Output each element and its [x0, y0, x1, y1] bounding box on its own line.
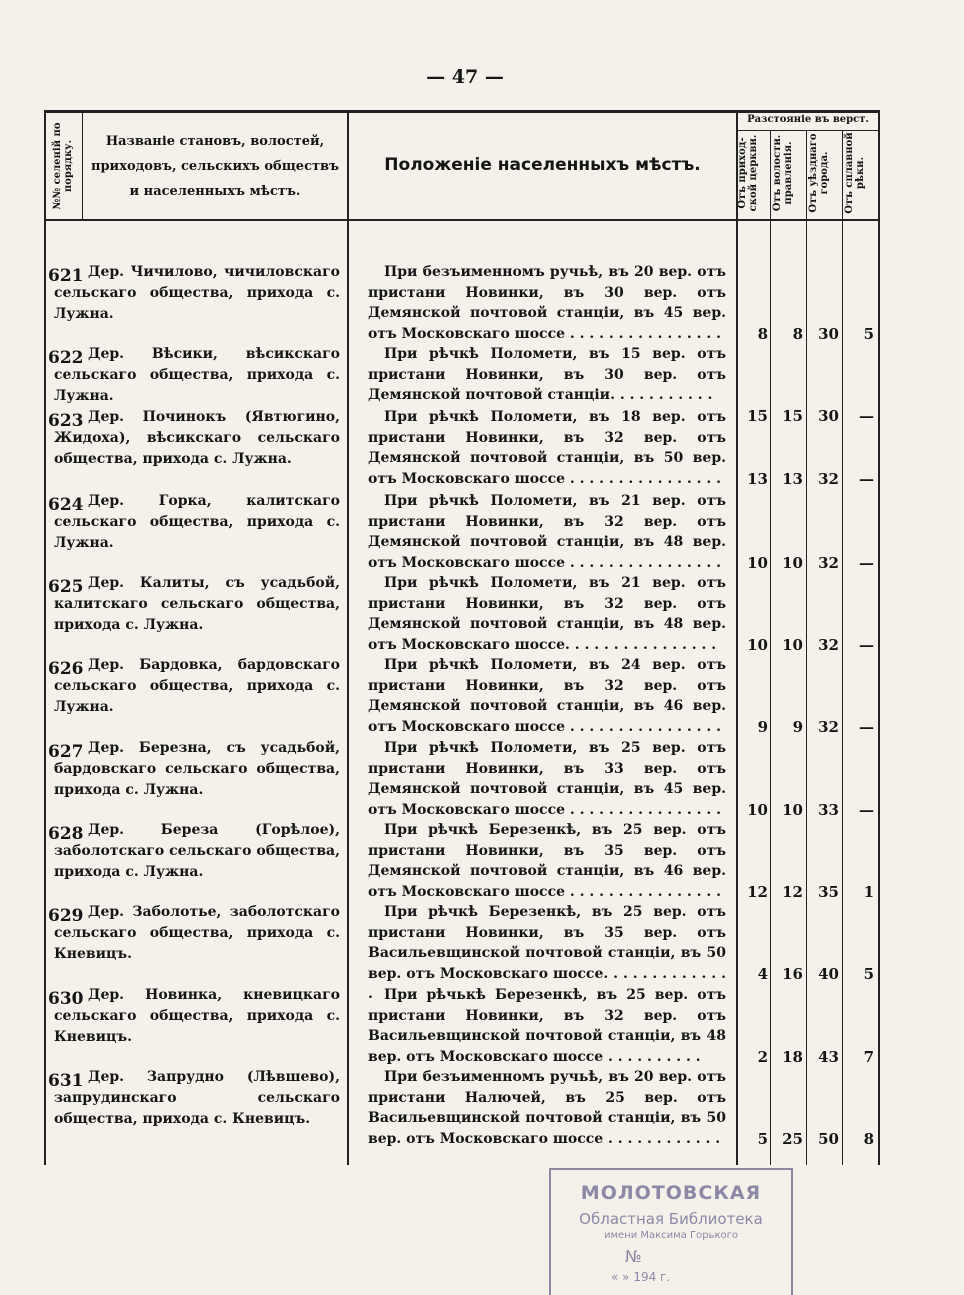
dist-church: 10 — [747, 554, 768, 572]
table-top-rule — [44, 110, 880, 113]
header-sub-church: Отъ приход- ской церкви. — [737, 134, 759, 212]
header-sub-town: Отъ уѣзднаго города. — [808, 133, 830, 213]
settlement-name: Дер. Береза (Горѣлое), заболотскаго сельскаго общества, прихода с. Лужна. — [54, 822, 340, 880]
settlement-name: Дер. Бардовка, бардовскаго сельскаго общества, прихода с. Лужна. — [54, 657, 340, 715]
settlement-name: Дер. Березна, съ усадьбой, бардовскаго сельскаго общества, прихода с. Лужна. — [54, 740, 340, 798]
settlement-name: Дер. Заболотье, заболотскаго сельскаго общества, прихода с. Кневицъ. — [54, 904, 340, 962]
stamp-line-5: « » 194 г. — [611, 1270, 671, 1284]
header-col-distance: Разстояніе въ верст. — [747, 114, 869, 125]
dist-river: — — [859, 407, 874, 425]
dist-volost: 10 — [782, 554, 803, 572]
settlement-name: Дер. Чичилово, чичиловскаго сельскаго общества, прихода с. Лужна. — [54, 264, 340, 322]
settlement-name: Дер. Горка, калитскаго сельскаго общества, прихода с. Лужна. — [54, 493, 340, 551]
dist-river: 5 — [863, 325, 874, 343]
dist-volost: 16 — [782, 965, 803, 983]
dist-town: 43 — [818, 1048, 839, 1066]
row-number: 623 — [48, 411, 84, 431]
dist-church: 4 — [757, 965, 768, 983]
library-stamp — [549, 1168, 793, 1295]
dist-church: 10 — [747, 636, 768, 654]
dist-town: 35 — [818, 883, 839, 901]
col-divider-d3 — [842, 130, 843, 1165]
dist-river: — — [859, 718, 874, 736]
col-divider-d2 — [806, 130, 807, 1165]
stamp-line-3: имени Максима Горького — [603, 1230, 739, 1241]
dist-town: 40 — [818, 965, 839, 983]
dist-volost: 10 — [782, 636, 803, 654]
header-col-name-line1: Названіе становъ, волостей, — [105, 134, 325, 149]
header-bottom-rule — [44, 219, 880, 221]
dist-river: — — [859, 801, 874, 819]
settlement-position: При рѣчкѣ Поломети, въ 24 вер. отъ пристани Новинки, въ 32 вер. отъ Демянской почтовой станціи, въ 46 вер. отъ Московскаго шоссе . . . . . . . . . . . . . . . . — [368, 657, 726, 735]
dist-town: 32 — [818, 718, 839, 736]
dist-volost: 12 — [782, 883, 803, 901]
row-number: 626 — [48, 659, 84, 679]
settlement-name: Дер. Новинка, кневицкаго сельскаго общества, прихода с. Кневицъ. — [54, 987, 340, 1045]
row-number: 630 — [48, 989, 84, 1009]
dist-town: 32 — [818, 554, 839, 572]
settlement-position: При рѣчькѣ Березенкѣ, въ 25 вер. отъ пристани Новинки, въ 32 вер. отъ Васильевщинской почтовой станціи, въ 48 вер. отъ Московскаго шоссе . . . . . . . . . . — [368, 987, 726, 1065]
settlement-position: При безъименномъ ручьѣ, въ 20 вер. отъ пристани Налючей, въ 25 вер. отъ Васильевщинской почтовой станціи, въ 50 вер. отъ Московскаго шоссе . . . . . . . . . . . . — [368, 1069, 726, 1147]
dist-river: — — [859, 554, 874, 572]
row-number: 628 — [48, 824, 84, 844]
dist-volost: 13 — [782, 470, 803, 488]
settlement-position: При рѣчкѣ Поломети, въ 21 вер. отъ пристани Новинки, въ 32 вер. отъ Демянской почтовой станціи, въ 48 вер. отъ Московскаго шоссе. . . . . . . . . . . . . . . . — [368, 575, 726, 653]
dist-volost: 10 — [782, 801, 803, 819]
dist-header-rule — [736, 130, 880, 131]
header-sub-volost: Отъ волости. правленія. — [772, 134, 794, 212]
dist-town: 32 — [818, 636, 839, 654]
row-number: 621 — [48, 266, 84, 286]
dist-church: 2 — [757, 1048, 768, 1066]
settlement-position: При рѣчкѣ Березенкѣ, въ 25 вер. отъ пристани Новинки, въ 35 вер. отъ Васильевщинской почтовой станціи, въ 50 вер. отъ Московскаго шоссе. . . . . . . . . . . . . . — [368, 904, 726, 1002]
dist-church: 9 — [757, 718, 768, 736]
col-divider-num — [82, 110, 83, 220]
dist-church: 5 — [757, 1130, 768, 1148]
settlement-position: При рѣчкѣ Поломети, въ 25 вер. отъ пристани Новинки, въ 33 вер. отъ Демянской почтовой станціи, въ 45 вер. отъ Московскаго шоссе . . . . . . . . . . . . . . . . — [368, 740, 726, 818]
dist-river: 5 — [863, 965, 874, 983]
col-divider-d1 — [770, 130, 771, 1165]
header-col-num: №№ селеній по порядку. — [52, 122, 74, 210]
row-number: 622 — [48, 348, 84, 368]
row-number: 627 — [48, 742, 84, 762]
dist-river: — — [859, 470, 874, 488]
settlement-name: Дер. Вѣсики, вѣсикскаго сельскаго общества, прихода с. Лужна. — [54, 346, 340, 404]
header-col-name-line3: и населенныхъ мѣстъ. — [129, 184, 301, 199]
dist-river: 7 — [863, 1048, 874, 1066]
dist-river: 1 — [863, 883, 874, 901]
stamp-line-1: МОЛОТОВСКАЯ — [580, 1182, 762, 1204]
dist-church: 12 — [747, 883, 768, 901]
settlement-name: Дер. Запрудно (Лѣвшево), запрудинскаго сельскаго общества, прихода с. Кневицъ. — [54, 1069, 340, 1127]
header-col-name-line2: приходовъ, сельскихъ обществъ — [90, 159, 340, 174]
dist-river: — — [859, 636, 874, 654]
row-number: 624 — [48, 495, 84, 515]
settlement-position: При рѣчкѣ Поломети, въ 15 вер. отъ пристани Новинки, въ 30 вер. отъ Демянской почтовой станціи. . . . . . . . . . . — [368, 346, 726, 403]
stamp-line-4: № — [625, 1247, 642, 1266]
dist-town: 50 — [818, 1130, 839, 1148]
row-number: 625 — [48, 577, 84, 597]
dist-volost: 25 — [782, 1130, 803, 1148]
dist-volost: 8 — [792, 325, 803, 343]
dist-town: 30 — [818, 407, 839, 425]
dist-volost: 18 — [782, 1048, 803, 1066]
dist-volost: 9 — [792, 718, 803, 736]
row-number: 629 — [48, 906, 84, 926]
settlement-position: При рѣчкѣ Поломети, въ 18 вер. отъ пристани Новинки, въ 32 вер. отъ Демянской почтовой станціи, въ 50 вер. отъ Московскаго шоссе . . . . . . . . . . . . . . . . — [368, 409, 726, 487]
dist-church: 15 — [747, 407, 768, 425]
col-divider-left — [44, 110, 46, 1165]
row-number: 631 — [48, 1071, 84, 1091]
dist-town: 32 — [818, 470, 839, 488]
header-col-position: Положеніе населенныхъ мѣстъ. — [384, 155, 701, 175]
col-divider-name — [347, 110, 349, 1165]
stamp-line-2: Областная Библиотека — [579, 1210, 763, 1228]
dist-town: 33 — [818, 801, 839, 819]
settlement-position: При рѣчкѣ Березенкѣ, въ 25 вер. отъ пристани Новинки, въ 35 вер. отъ Демянской почтовой станціи, въ 46 вер. отъ Московскаго шоссе . . . . . . . . . . . . . . . . — [368, 822, 726, 900]
header-sub-river: Отъ сплавной рѣки. — [844, 132, 866, 214]
dist-town: 30 — [818, 325, 839, 343]
dist-church: 8 — [757, 325, 768, 343]
col-divider-right — [878, 110, 880, 1165]
dist-volost: 15 — [782, 407, 803, 425]
dist-church: 13 — [747, 470, 768, 488]
settlement-position: При безъименномъ ручьѣ, въ 20 вер. отъ пристани Новинки, въ 30 вер. отъ Демянской почтовой станціи, въ 45 вер. отъ Московскаго шоссе . . . . . . . . . . . . . . . . — [368, 264, 726, 342]
settlement-position: При рѣчкѣ Поломети, въ 21 вер. отъ пристани Новинки, въ 32 вер. отъ Демянской почтовой станціи, въ 48 вер. отъ Московскаго шоссе . . . . . . . . . . . . . . . . — [368, 493, 726, 571]
settlement-name: Дер. Калиты, съ усадьбой, калитскаго сельскаго общества, прихода с. Лужна. — [54, 575, 340, 633]
dist-river: 8 — [863, 1130, 874, 1148]
page-number: — 47 — — [426, 66, 504, 88]
dist-church: 10 — [747, 801, 768, 819]
settlement-name: Дер. Починокъ (Явтюгино, Жидоха), вѣсикскаго сельскаго общества, прихода с. Лужна. — [54, 409, 340, 467]
